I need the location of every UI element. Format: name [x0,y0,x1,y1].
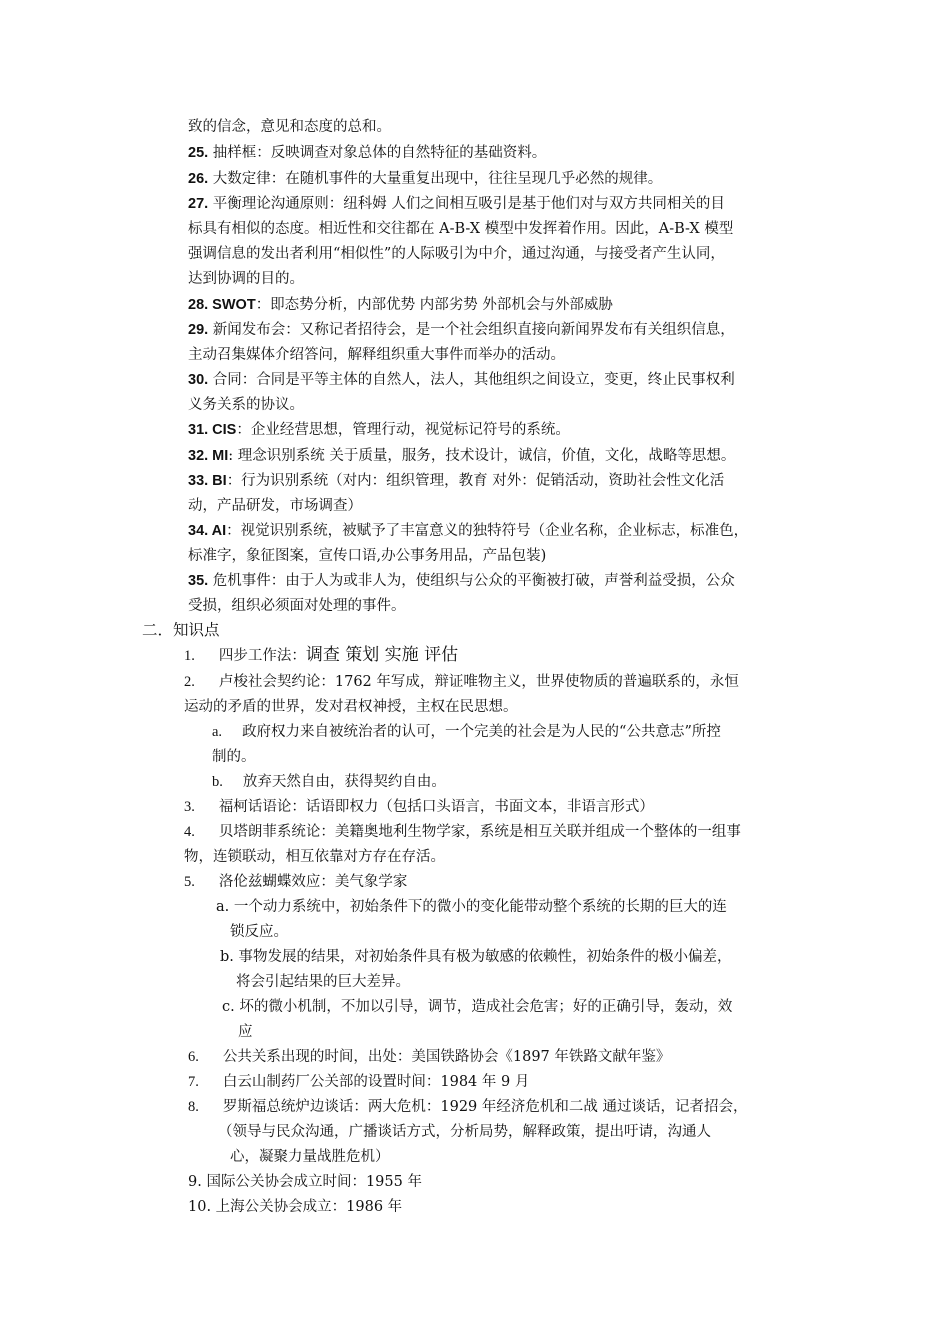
term-30-line-2: 义务关系的协议。 [188,397,304,413]
term-number: 29. [188,322,209,338]
knowledge-item-9: 9. 国际公关协会成立时间：1955 年 [188,1174,422,1190]
knowledge-item-4-line-2: 物，连锁联动，相互依靠对方存在存活。 [184,849,445,865]
term-number: 32. MI [188,448,229,464]
item-text: 公共关系出现的时间，出处：美国铁路协会《1897 年铁路文献年鉴》 [222,1049,671,1065]
item-text: 白云山制药厂公关部的设置时间：1984 年 9 月 [222,1074,530,1090]
term-24-continuation: 致的信念，意见和态度的总和。 [188,119,391,135]
item-number: 8. [188,1099,199,1115]
item-number: 3. [184,799,195,815]
item-text: 卢梭社会契约论：1762 年写成，辩证唯物主义，世界使物质的普遍联系的，永恒 [218,674,739,690]
item-text: 贝塔朗菲系统论：美籍奥地利生物学家，系统是相互关联并组成一个整体的一组事 [218,824,741,840]
item-number: 1. [184,648,195,664]
item-text: 政府权力来自被统治者的认可，一个完美的社会是为人民的“公共意志”所控 [242,724,721,740]
term-number: 26. [188,171,209,187]
item-number: 2. [184,674,195,690]
knowledge-item-8-line-2: （领导与民众沟通，广播谈话方式，分析局势，解释政策，提出吁请，沟通人 [218,1124,711,1140]
knowledge-item-8 [188,1097,748,1117]
knowledge-item-3 [184,797,654,817]
section-heading: 二．知识点 [142,621,220,639]
term-text: ：企业经营思想，管理行动，视觉标记符号的系统。 [236,422,570,438]
term-text: 合同：合同是平等主体的自然人，法人，其他组织之间设立，变更，终止民事权利 [208,372,735,388]
item-number: 6. [188,1049,199,1065]
term-text: ：行为识别系统（对内：组织管理，教育 对外：促销活动，资助社会性文化活 [226,473,725,489]
knowledge-item-4 [184,822,741,842]
knowledge-item-2a [212,722,721,742]
term-29-line-2: 主动召集媒体介绍答问，解释组织重大事件而举办的活动。 [188,347,565,363]
item-text: 四步工作法： [218,648,306,664]
knowledge-item-5b: b. 事物发展的结果，对初始条件具有极为敏感的依赖性，初始条件的极小偏差， [220,949,732,965]
item-number: 5. [184,874,195,890]
term-33-line-2: 动，产品研发，市场调查） [188,498,362,514]
knowledge-item-5b-line-2: 将会引起结果的巨大差异。 [236,974,410,990]
term-text: 平衡理论沟通原则：纽科姆 人们之间相互吸引是基于他们对与双方共同相关的目 [208,196,725,212]
term-35-line-2: 受损，组织必须面对处理的事件。 [188,598,406,614]
term-text: ：视觉识别系统，被赋予了丰富意义的独特符号（企业名称，企业标志，标准色， [226,523,749,539]
term-number: 35. [188,573,209,589]
knowledge-item-2a-line-2: 制的。 [212,749,256,765]
term-30 [188,370,735,390]
item-number: 7. [188,1074,199,1090]
term-27-line-3: 强调信息的发出者利用“相似性”的人际吸引为中介，通过沟通，与接受者产生认同， [188,246,725,262]
term-33 [188,471,724,491]
term-number: 34. AI [188,523,227,539]
knowledge-item-5c: c. 坏的微小机制，不加以引导，调节，造成社会危害；好的正确引导，轰动，效 [222,999,733,1015]
item-text: 福柯话语论：话语即权力（包括口头语言，书面文本，非语言形式） [218,799,654,815]
knowledge-item-5 [184,872,407,892]
term-number: 25. [188,145,209,161]
term-number: 27. [188,196,209,212]
term-text: : 理念识别系统 关于质量，服务，技术设计，诚信，价值，文化，战略等思想。 [228,448,736,464]
item-number: b. [212,774,223,790]
term-text: 抽样框：反映调查对象总体的自然特征的基础资料。 [208,145,547,161]
term-number: 33. BI [188,473,227,489]
knowledge-item-2b [212,772,446,792]
knowledge-item-6 [188,1047,670,1067]
term-32 [188,446,735,466]
knowledge-item-8-line-3: 心，凝聚力量战胜危机） [230,1149,390,1165]
term-25 [188,143,546,163]
item-number: a. [212,724,223,740]
term-34 [188,521,748,541]
term-27-line-2: 标具有相似的态度。相近性和交往都在 A-B-X 模型中发挥着作用。因此，A-B-X 模型 [188,221,734,237]
term-29 [188,320,735,340]
term-text: ：即态势分析，内部优势 内部劣势 外部机会与外部威胁 [255,297,613,313]
item-text: 罗斯福总统炉边谈话：两大危机：1929 年经济危机和二战 通过谈话，记者招会， [222,1099,748,1115]
item-number: 4. [184,824,195,840]
knowledge-item-5a-line-2: 锁反应。 [230,924,288,940]
item-emphasis: 调查 策划 实施 评估 [305,645,459,665]
item-text: 放弃天然自由，获得契约自由。 [242,774,446,790]
knowledge-item-7 [188,1072,529,1092]
term-27-line-4: 达到协调的目的。 [188,271,304,287]
term-27 [188,194,725,214]
term-35 [188,571,735,591]
knowledge-item-10: 10. 上海公关协会成立：1986 年 [188,1199,403,1215]
knowledge-item-5c-line-2: 应 [238,1024,253,1040]
term-text: 新闻发布会：又称记者招待会，是一个社会组织直接向新闻界发布有关组织信息， [208,322,735,338]
term-number: 28. SWOT [188,297,256,313]
term-31 [188,420,570,440]
term-number: 31. CIS [188,422,237,438]
knowledge-item-1 [184,645,458,666]
term-26 [188,169,662,189]
term-text: 大数定律：在随机事件的大量重复出现中，往往呈现几乎必然的规律。 [208,171,663,187]
term-number: 30. [188,372,209,388]
item-text: 洛伦兹蝴蝶效应：美气象学家 [218,874,408,890]
knowledge-item-2 [184,672,739,692]
term-34-line-2: 标准字，象征图案，宣传口语,办公事务用品，产品包装) [188,548,547,564]
knowledge-item-2-line-2: 运动的矛盾的世界，发对君权神授，主权在民思想。 [184,699,518,715]
knowledge-item-5a: a. 一个动力系统中，初始条件下的微小的变化能带动整个系统的长期的巨大的连 [216,899,727,915]
term-text: 危机事件：由于人为或非人为，使组织与公众的平衡被打破，声誉利益受损，公众 [208,573,735,589]
term-28 [188,295,613,315]
